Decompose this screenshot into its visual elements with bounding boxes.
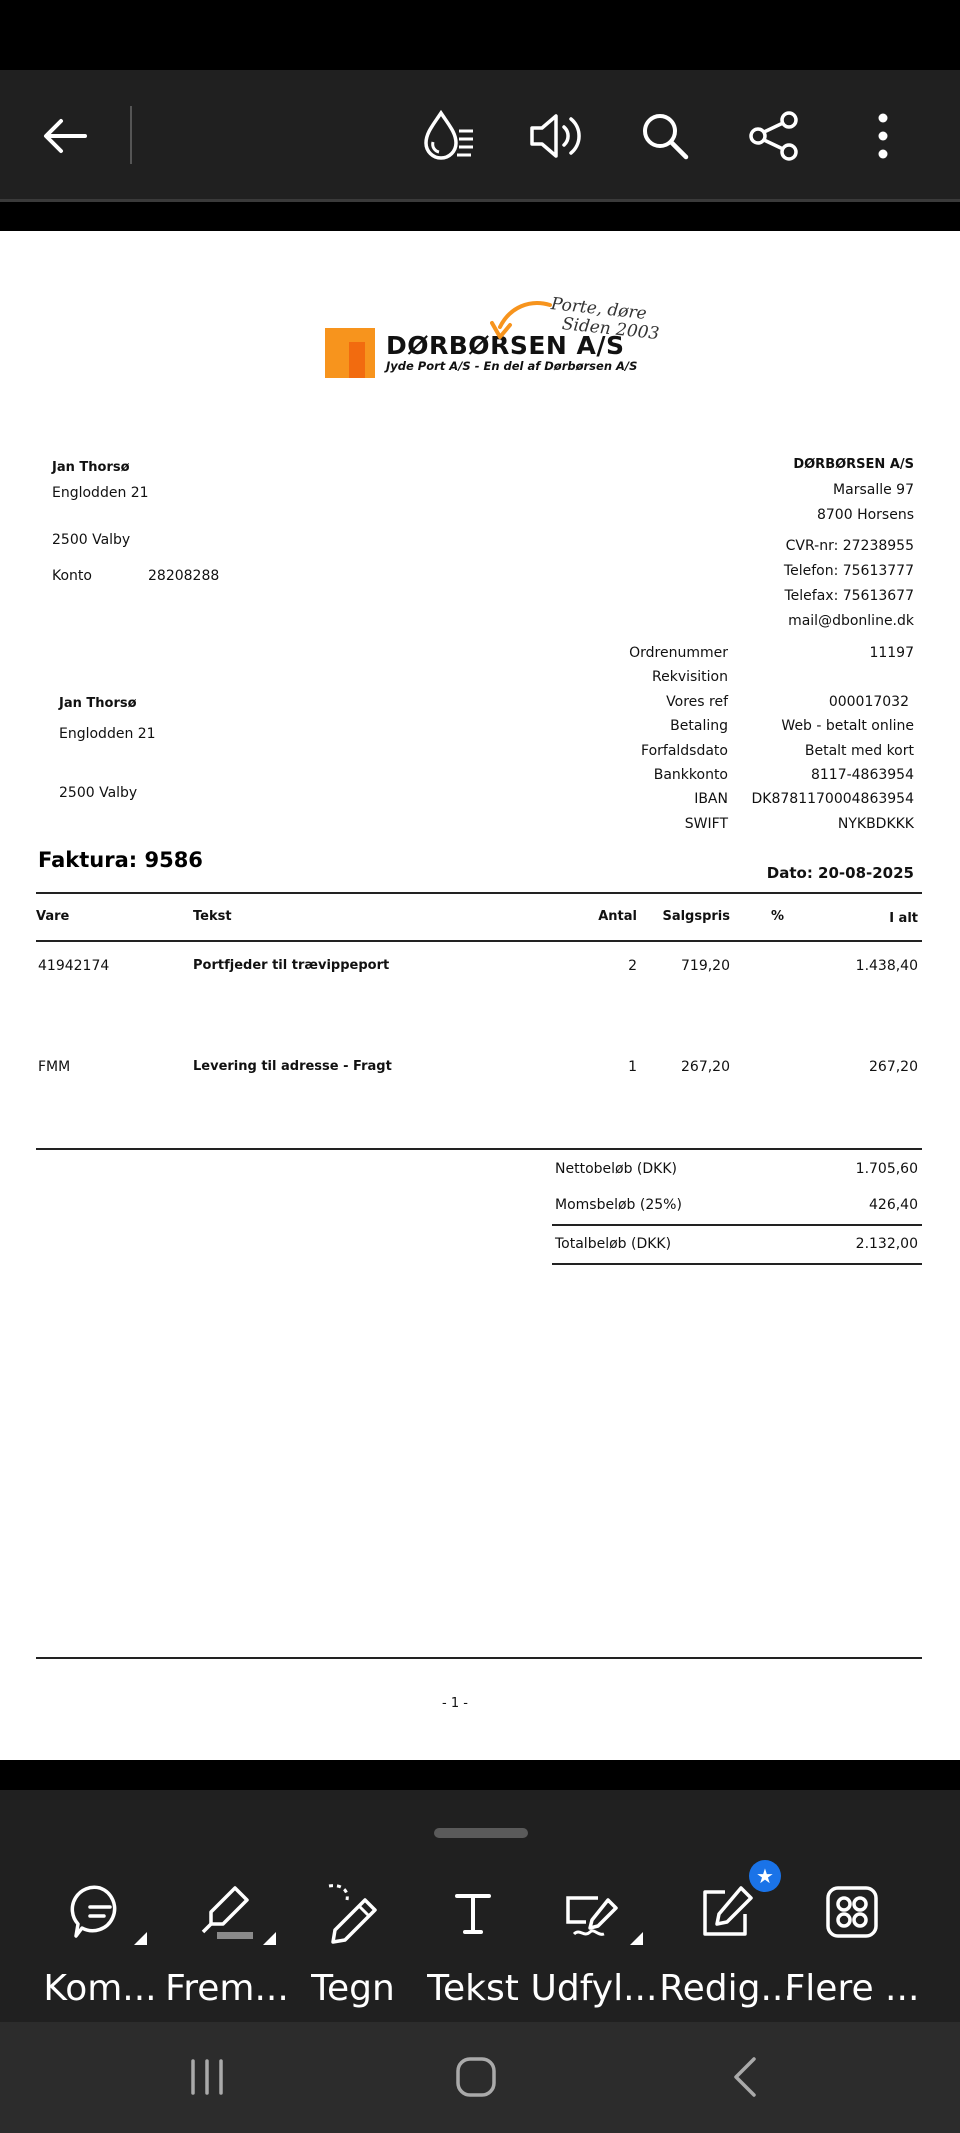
delivery-street: Englodden 21 xyxy=(59,726,156,742)
row-total: 267,20 xyxy=(869,1059,918,1075)
edit-icon xyxy=(695,1880,759,1944)
page-footer-rule xyxy=(36,1657,922,1659)
row-pris: 719,20 xyxy=(681,958,730,974)
recent-apps-button[interactable] xyxy=(162,2042,252,2112)
tool-draw-label: Tegn xyxy=(311,1968,395,2009)
row-antal: 2 xyxy=(628,958,637,974)
totals-rule xyxy=(552,1224,922,1226)
viewer-gap-bottom xyxy=(0,1760,960,1790)
company-fax: Telefax: 75613677 xyxy=(784,588,914,604)
tool-more-label: Flere ... xyxy=(784,1968,920,2009)
recent-apps-icon xyxy=(187,2057,227,2097)
konto-value: 28208288 xyxy=(148,568,220,584)
page-number: - 1 - xyxy=(442,1696,468,1711)
search-icon xyxy=(640,111,690,161)
text-icon xyxy=(441,1880,505,1944)
draw-pen-icon xyxy=(321,1880,385,1944)
delivery-name: Jan Thorsø xyxy=(59,696,137,711)
tool-fill-sign-label: Udfyl... xyxy=(530,1968,658,2009)
row-total: 1.438,40 xyxy=(855,958,918,974)
liquid-mode-icon xyxy=(421,109,477,163)
back-icon xyxy=(730,2055,760,2099)
company-logo-mark xyxy=(325,328,375,378)
order-info-value: Betalt med kort xyxy=(804,743,914,759)
tool-edit-label: Redig... xyxy=(659,1968,795,2009)
share-button[interactable] xyxy=(739,101,809,171)
company-email[interactable]: mail@dbonline.dk xyxy=(788,613,914,629)
row-pris: 267,20 xyxy=(681,1059,730,1075)
order-info-label: Rekvisition xyxy=(652,669,728,685)
column-header-vare: Vare xyxy=(36,909,70,924)
logo-brand-name: DØRBØRSEN A/S xyxy=(386,331,625,360)
column-header-i-alt: I alt xyxy=(889,911,918,926)
read-aloud-icon xyxy=(528,111,584,161)
totals-value: 426,40 xyxy=(869,1197,918,1213)
bottom-tools-panel xyxy=(0,1790,960,2022)
totals-value: 1.705,60 xyxy=(855,1161,918,1177)
table-top-rule xyxy=(36,892,922,894)
company-cvr: CVR-nr: 27238955 xyxy=(785,538,914,554)
logo-subtitle: Jyde Port A/S - En del af Dørbørsen A/S xyxy=(386,359,638,373)
tool-more[interactable] xyxy=(784,1874,920,2009)
pdf-page[interactable] xyxy=(0,231,960,1760)
tool-edit[interactable] xyxy=(659,1864,795,2009)
invoice-title: Faktura: 9586 xyxy=(38,848,203,872)
home-button[interactable] xyxy=(431,2042,521,2112)
tool-text[interactable] xyxy=(409,1874,537,2009)
system-nav-bar xyxy=(0,2022,960,2133)
logo-arrow-icon xyxy=(490,297,554,343)
order-info-label: Ordrenummer xyxy=(629,645,728,661)
order-info-label: Vores ref xyxy=(666,694,728,710)
order-info-label: SWIFT xyxy=(684,816,728,832)
more-options-button[interactable] xyxy=(848,101,918,171)
tool-text-label: Tekst xyxy=(427,1968,519,2009)
order-info-label: Betaling xyxy=(670,718,728,734)
column-header-tekst: Tekst xyxy=(193,909,232,924)
invoice-date: Dato: 20-08-2025 xyxy=(766,864,914,882)
comment-icon xyxy=(68,1880,132,1944)
row-tekst: Portfjeder til trævippeport xyxy=(193,958,390,973)
tool-comment[interactable] xyxy=(36,1874,164,2009)
toolbar-divider xyxy=(130,106,132,164)
back-button[interactable] xyxy=(30,101,100,171)
customer-city: 2500 Valby xyxy=(52,532,131,548)
order-info-value: 000017032 xyxy=(828,694,909,710)
row-vare: FMM xyxy=(38,1059,71,1075)
share-icon xyxy=(747,111,801,161)
order-info-value: Web - betalt online xyxy=(781,718,914,734)
highlighter-icon xyxy=(195,1880,259,1944)
viewer-gap xyxy=(0,205,960,231)
search-button[interactable] xyxy=(630,101,700,171)
totals-bottom-rule xyxy=(552,1263,922,1265)
table-header-rule xyxy=(36,940,922,942)
delivery-city: 2500 Valby xyxy=(59,785,138,801)
tool-highlight-label: Frem... xyxy=(165,1968,289,2009)
order-info-value: 11197 xyxy=(869,645,914,661)
customer-name: Jan Thorsø xyxy=(52,460,130,475)
logo-slogan-line2: Siden 2003 xyxy=(560,314,661,345)
nav-back-button[interactable] xyxy=(700,2042,790,2112)
more-tools-icon xyxy=(820,1880,884,1944)
order-info-value: DK8781170004863954 xyxy=(751,791,914,807)
company-phone: Telefon: 75613777 xyxy=(783,563,914,579)
fill-sign-icon xyxy=(562,1880,626,1944)
status-bar xyxy=(0,0,960,70)
totals-label: Nettobeløb (DKK) xyxy=(555,1161,677,1177)
liquid-mode-button[interactable] xyxy=(414,101,484,171)
new-feature-star-icon: ★ xyxy=(749,1860,781,1892)
customer-street: Englodden 21 xyxy=(52,485,149,501)
top-toolbar xyxy=(0,70,960,202)
read-aloud-button[interactable] xyxy=(521,101,591,171)
order-info-label: Forfaldsdato xyxy=(641,743,728,759)
row-tekst: Levering til adresse - Fragt xyxy=(193,1059,392,1074)
company-name: DØRBØRSEN A/S xyxy=(793,457,914,472)
drag-handle[interactable] xyxy=(434,1828,528,1838)
logo-slogan-line1: Porte, døre xyxy=(549,294,648,324)
totals-value: 2.132,00 xyxy=(855,1236,918,1252)
tool-fill-sign[interactable] xyxy=(530,1874,658,2009)
totals-label: Totalbeløb (DKK) xyxy=(555,1236,672,1252)
konto-label: Konto xyxy=(52,568,92,584)
row-antal: 1 xyxy=(628,1059,637,1075)
company-street: Marsalle 97 xyxy=(833,482,914,498)
column-header-percent: % xyxy=(771,909,785,924)
company-city: 8700 Horsens xyxy=(816,507,914,523)
order-info-value: 8117-4863954 xyxy=(810,767,914,783)
more-vertical-icon xyxy=(875,112,891,160)
arrow-left-icon xyxy=(41,116,89,156)
row-vare: 41942174 xyxy=(38,958,110,974)
totals-label: Momsbeløb (25%) xyxy=(555,1197,682,1213)
tool-highlight[interactable] xyxy=(163,1874,291,2009)
table-bottom-rule xyxy=(36,1148,922,1150)
tool-comment-label: Kom... xyxy=(43,1968,157,2009)
column-header-antal: Antal xyxy=(598,909,637,924)
column-header-salgspris: Salgspris xyxy=(662,909,730,924)
order-info-value: NYKBDKKK xyxy=(837,816,914,832)
order-info-label: Bankkonto xyxy=(653,767,728,783)
tool-draw[interactable] xyxy=(289,1874,417,2009)
home-icon xyxy=(454,2055,498,2099)
order-info-label: IBAN xyxy=(694,791,728,807)
